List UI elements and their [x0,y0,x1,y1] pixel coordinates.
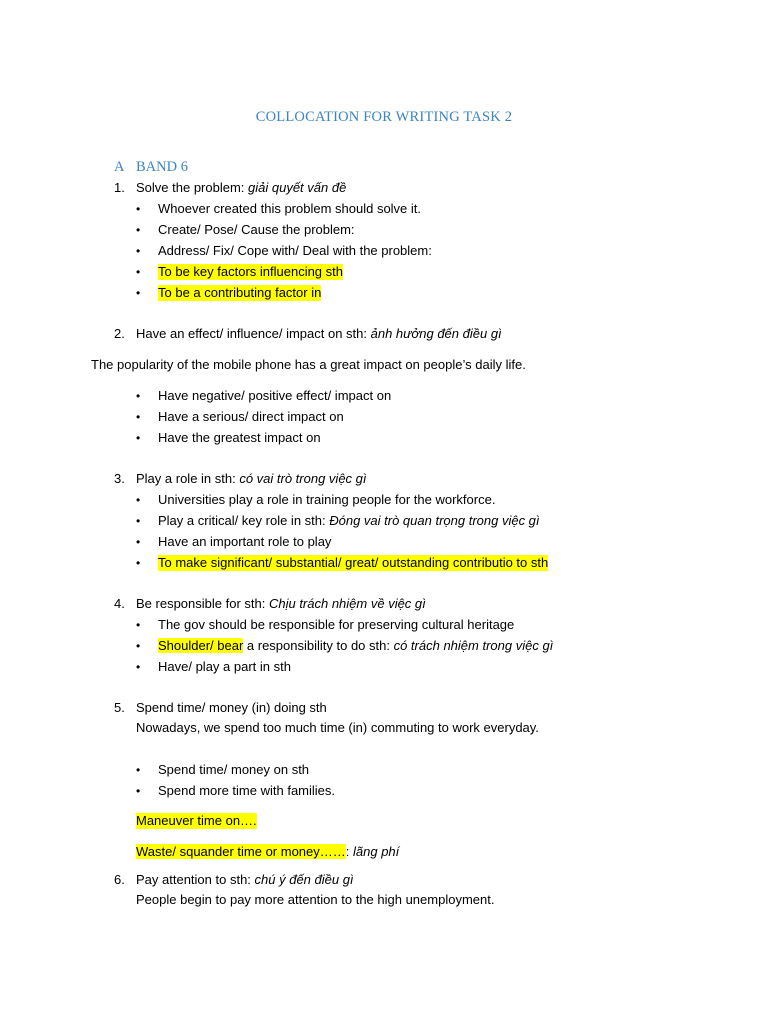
bullet-icon: • [136,265,141,279]
list-item: Have negative/ positive effect/ impact on [158,388,392,403]
highlighted-item: To make significant/ substantial/ great/ outstanding contributio to sth [158,555,549,570]
section-heading: BAND 6 [136,159,188,175]
list-item: The gov should be responsible for preserving cultural heritage [158,617,515,632]
list-item: Have/ play a part in sth [158,659,291,674]
bullet-icon: • [136,618,141,632]
bullet-icon: • [136,660,141,674]
highlighted-item: To be key factors influencing sth [158,264,343,279]
item-heading: Have an effect/ influence/ impact on sth: ảnh hưởng đến điều gì [136,326,502,341]
list-item: Universities play a role in training people for the workforce. [158,492,496,507]
example-sentence: Nowadays, we spend too much time (in) commuting to work everyday. [136,720,539,735]
list-item: Have an important role to play [158,534,332,549]
item-number: 3. [114,471,125,486]
item-heading: Solve the problem: giải quyết vấn đề [136,180,347,195]
item-heading: Pay attention to sth: chú ý đến điều gì [136,872,354,887]
highlighted-phrase: Waste/ squander time or money…… [136,844,346,859]
bullet-icon: • [136,535,141,549]
list-item: Spend more time with families. [158,783,336,798]
example-sentence: The popularity of the mobile phone has a great impact on people’s daily life. [91,357,526,372]
bullet-icon: • [136,431,141,445]
bullet-icon: • [136,763,141,777]
item-number: 6. [114,872,125,887]
bullet-icon: • [136,639,141,653]
list-item: Whoever created this problem should solve it. [158,201,422,216]
list-item: Have a serious/ direct impact on [158,409,344,424]
highlighted-item: To be a contributing factor in [158,285,322,300]
item-number: 1. [114,180,125,195]
bullet-icon: • [136,202,141,216]
list-item: Create/ Pose/ Cause the problem: [158,222,355,237]
highlighted-phrase: Shoulder/ bear [158,638,244,653]
list-item: Shoulder/ bear a responsibility to do sth: có trách nhiệm trong việc gì [158,638,554,653]
bullet-icon: • [136,410,141,424]
example-sentence: People begin to pay more attention to the high unemployment. [136,892,495,907]
item-heading: Play a role in sth: có vai trò trong việc gì [136,471,367,486]
document-title: COLLOCATION FOR WRITING TASK 2 [255,109,513,125]
bullet-icon: • [136,514,141,528]
list-item: Address/ Fix/ Cope with/ Deal with the problem: [158,243,432,258]
item-number: 5. [114,700,125,715]
item-heading: Spend time/ money (in) doing sth [136,700,327,715]
item-heading: Be responsible for sth: Chịu trách nhiệm về việc gì [136,596,426,611]
collocation-note: Waste/ squander time or money……: lãng phí [136,844,400,859]
bullet-icon: • [136,223,141,237]
bullet-icon: • [136,493,141,507]
item-number: 2. [114,326,125,341]
bullet-icon: • [136,784,141,798]
bullet-icon: • [136,556,141,570]
list-item: Play a critical/ key role in sth: Đóng vai trò quan trọng trong việc gì [158,513,540,528]
bullet-icon: • [136,389,141,403]
item-number: 4. [114,596,125,611]
bullet-icon: • [136,286,141,300]
highlighted-phrase: Maneuver time on…. [136,813,257,828]
bullet-icon: • [136,244,141,258]
list-item: Have the greatest impact on [158,430,321,445]
section-letter: A [114,159,125,175]
list-item: Spend time/ money on sth [158,762,310,777]
